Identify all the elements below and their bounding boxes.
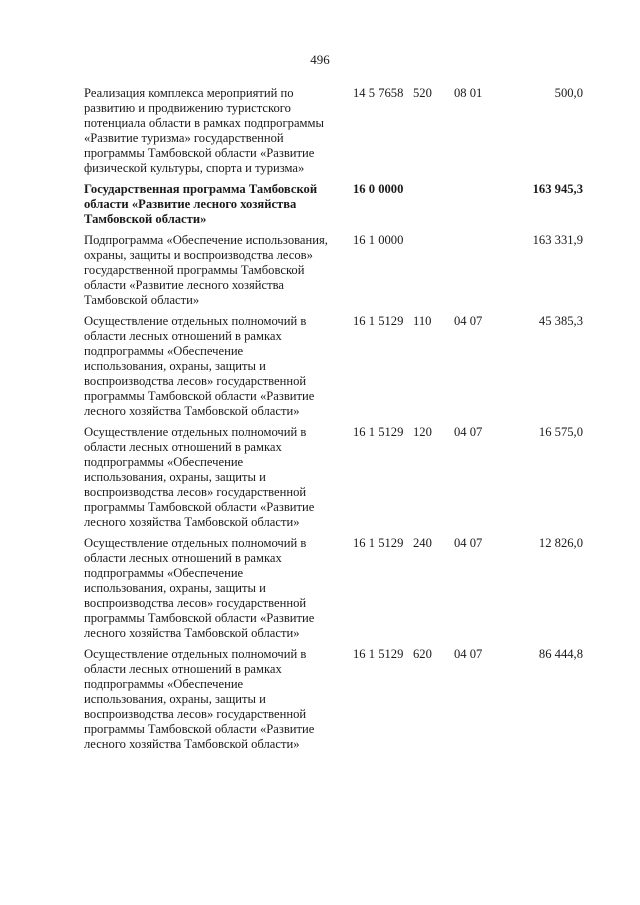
table-row xyxy=(0,314,640,419)
row-target-article-code: 16 1 5129 xyxy=(353,536,404,550)
row-name-line: Осуществление отдельных полномочий в xyxy=(84,536,307,550)
row-name-line: Осуществление отдельных полномочий в xyxy=(84,647,307,661)
row-name-line: Осуществление отдельных полномочий в xyxy=(84,425,307,439)
row-target-article-code: 16 0 0000 xyxy=(353,182,404,196)
table-row xyxy=(0,425,640,530)
row-name-line: лесного хозяйства Тамбовской области» xyxy=(84,737,300,751)
row-amount: 16 575,0 xyxy=(538,425,583,439)
row-expense-type-code: 240 xyxy=(413,536,432,550)
row-name-line: Государственная программа Тамбовской xyxy=(84,182,318,196)
page-number: 496 xyxy=(310,52,330,67)
row-section-code: 04 07 xyxy=(454,425,483,439)
row-name-line: лесного хозяйства Тамбовской области» xyxy=(84,515,300,529)
row-section-code: 04 07 xyxy=(454,647,483,661)
row-name-line: государственной программы Тамбовской xyxy=(84,263,305,277)
row-name-line: подпрограммы «Обеспечение xyxy=(84,344,244,358)
row-name-line: области «Развитие лесного хозяйства xyxy=(84,197,297,211)
row-name-line: программы Тамбовской области «Развитие xyxy=(84,389,315,403)
budget-table xyxy=(0,86,640,758)
row-expense-type-code: 520 xyxy=(413,86,432,100)
row-name-line: развитию и продвижению туристского xyxy=(84,101,291,115)
row-name-line: Осуществление отдельных полномочий в xyxy=(84,314,307,328)
table-row xyxy=(0,233,640,308)
row-name xyxy=(84,182,344,227)
row-expense-type-code: 110 xyxy=(413,314,432,328)
row-target-article-code: 16 1 5129 xyxy=(353,425,404,439)
row-name-line: области лесных отношений в рамках xyxy=(84,551,282,565)
row-name-line: Реализация комплекса мероприятий по xyxy=(84,86,294,100)
row-amount: 163 331,9 xyxy=(532,233,583,247)
row-name-line: Тамбовской области» xyxy=(84,293,200,307)
row-name xyxy=(84,314,344,419)
row-name-line: лесного хозяйства Тамбовской области» xyxy=(84,404,300,418)
row-name-line: использования, охраны, защиты и xyxy=(84,692,266,706)
table-row xyxy=(0,647,640,752)
row-name-line: использования, охраны, защиты и xyxy=(84,470,266,484)
row-name xyxy=(84,536,344,641)
row-name-line: воспроизводства лесов» государственной xyxy=(84,485,307,499)
row-target-article-code: 16 1 5129 xyxy=(353,647,404,661)
row-name-line: потенциала области в рамках подпрограммы xyxy=(84,116,324,130)
row-name-line: использования, охраны, защиты и xyxy=(84,581,266,595)
row-name-line: физической культуры, спорта и туризма» xyxy=(84,161,305,175)
row-section-code: 04 07 xyxy=(454,536,483,550)
row-name-line: подпрограммы «Обеспечение xyxy=(84,455,244,469)
row-name-line: охраны, защиты и воспроизводства лесов» xyxy=(84,248,313,262)
table-row xyxy=(0,86,640,176)
row-name-line: области лесных отношений в рамках xyxy=(84,329,282,343)
row-expense-type-code: 120 xyxy=(413,425,432,439)
row-name xyxy=(84,647,344,752)
row-expense-type-code: 620 xyxy=(413,647,432,661)
row-name-line: программы Тамбовской области «Развитие xyxy=(84,500,315,514)
row-name-line: Тамбовской области» xyxy=(84,212,207,226)
row-name-line: области лесных отношений в рамках xyxy=(84,440,282,454)
row-name-line: «Развитие туризма» государственной xyxy=(84,131,284,145)
table-row xyxy=(0,536,640,641)
row-section-code: 08 01 xyxy=(454,86,483,100)
row-amount: 12 826,0 xyxy=(538,536,583,550)
row-name-line: подпрограммы «Обеспечение xyxy=(84,677,244,691)
row-amount: 163 945,3 xyxy=(532,182,583,196)
row-name-line: программы Тамбовской области «Развитие xyxy=(84,146,315,160)
row-name-line: воспроизводства лесов» государственной xyxy=(84,707,307,721)
row-section-code: 04 07 xyxy=(454,314,483,328)
row-name-line: лесного хозяйства Тамбовской области» xyxy=(84,626,300,640)
row-name-line: области лесных отношений в рамках xyxy=(84,662,282,676)
table-row xyxy=(0,182,640,227)
row-target-article-code: 16 1 5129 xyxy=(353,314,404,328)
row-name-line: воспроизводства лесов» государственной xyxy=(84,596,307,610)
row-name-line: подпрограммы «Обеспечение xyxy=(84,566,244,580)
row-target-article-code: 14 5 7658 xyxy=(353,86,404,100)
row-amount: 500,0 xyxy=(554,86,583,100)
row-name-line: воспроизводства лесов» государственной xyxy=(84,374,307,388)
row-name-line: использования, охраны, защиты и xyxy=(84,359,266,373)
row-amount: 45 385,3 xyxy=(538,314,583,328)
row-name xyxy=(84,233,344,308)
row-name xyxy=(84,86,344,176)
row-name xyxy=(84,425,344,530)
row-name-line: Подпрограмма «Обеспечение использования, xyxy=(84,233,328,247)
row-name-line: области «Развитие лесного хозяйства xyxy=(84,278,284,292)
row-target-article-code: 16 1 0000 xyxy=(353,233,404,247)
row-name-line: программы Тамбовской области «Развитие xyxy=(84,611,315,625)
row-amount: 86 444,8 xyxy=(538,647,583,661)
row-name-line: программы Тамбовской области «Развитие xyxy=(84,722,315,736)
